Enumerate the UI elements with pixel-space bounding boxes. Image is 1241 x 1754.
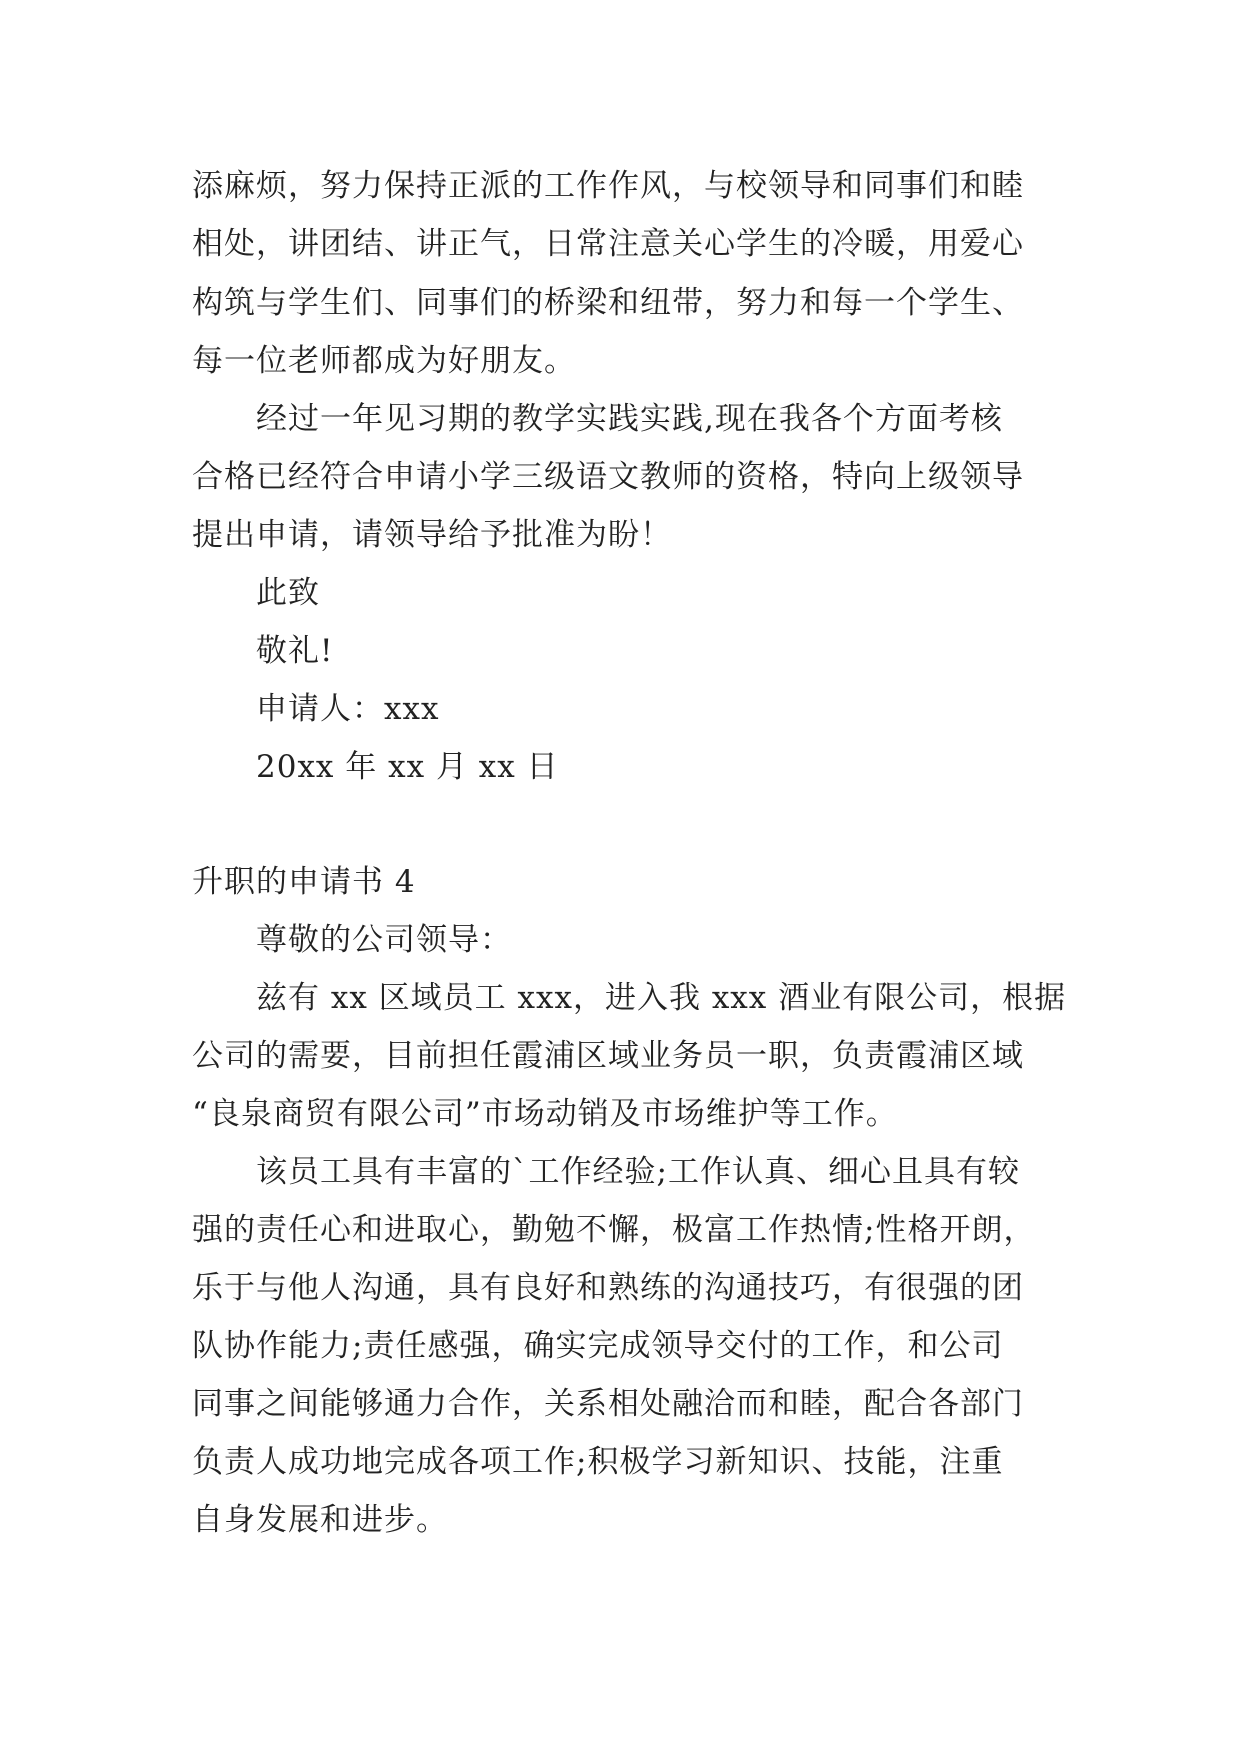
- paragraph-line: 合格已经符合申请小学三级语文教师的资格，特向上级领导: [192, 459, 1024, 495]
- paragraph-line: 相处，讲团结、讲正气，日常注意关心学生的冷暖，用爱心: [192, 226, 1024, 262]
- paragraph-line: 自身发展和进步。: [192, 1502, 448, 1538]
- paragraph-line: 同事之间能够通力合作，关系相处融洽而和睦，配合各部门: [192, 1386, 1024, 1422]
- salute-line: 敬礼!: [256, 633, 334, 669]
- paragraph-line: 提出申请，请领导给予批准为盼！: [192, 517, 672, 553]
- section-heading: 升职的申请书 4: [192, 864, 416, 900]
- paragraph-line: 经过一年见习期的教学实践实践,现在我各个方面考核: [256, 401, 1003, 437]
- paragraph-line: 公司的需要，目前担任霞浦区域业务员一职，负责霞浦区域: [192, 1038, 1024, 1074]
- paragraph-line: “良泉商贸有限公司”市场动销及市场维护等工作。: [192, 1096, 898, 1132]
- greeting-line: 尊敬的公司领导：: [256, 922, 512, 958]
- paragraph-line: 构筑与学生们、同事们的桥梁和纽带，努力和每一个学生、: [192, 285, 1024, 321]
- applicant-line: 申请人：xxx: [256, 691, 440, 727]
- paragraph-line: 乐于与他人沟通，具有良好和熟练的沟通技巧，有很强的团: [192, 1270, 1024, 1306]
- paragraph-line: 负责人成功地完成各项工作;积极学习新知识、技能，注重: [192, 1444, 1004, 1480]
- paragraph-line: 该员工具有丰富的`工作经验;工作认真、细心且具有较: [256, 1154, 1020, 1190]
- paragraph-line: 添麻烦，努力保持正派的工作作风，与校领导和同事们和睦: [192, 168, 1024, 204]
- paragraph-line: 每一位老师都成为好朋友。: [192, 343, 576, 379]
- paragraph-line: 兹有 xx 区域员工 xxx，进入我 xxx 酒业有限公司，根据: [256, 980, 1067, 1016]
- paragraph-line: 强的责任心和进取心，勤勉不懈，极富工作热情;性格开朗，: [192, 1212, 1036, 1248]
- closing-line: 此致: [256, 575, 320, 611]
- paragraph-line: 队协作能力;责任感强，确实完成领导交付的工作，和公司: [192, 1328, 1004, 1364]
- date-line: 20xx 年 xx 月 xx 日: [256, 749, 559, 785]
